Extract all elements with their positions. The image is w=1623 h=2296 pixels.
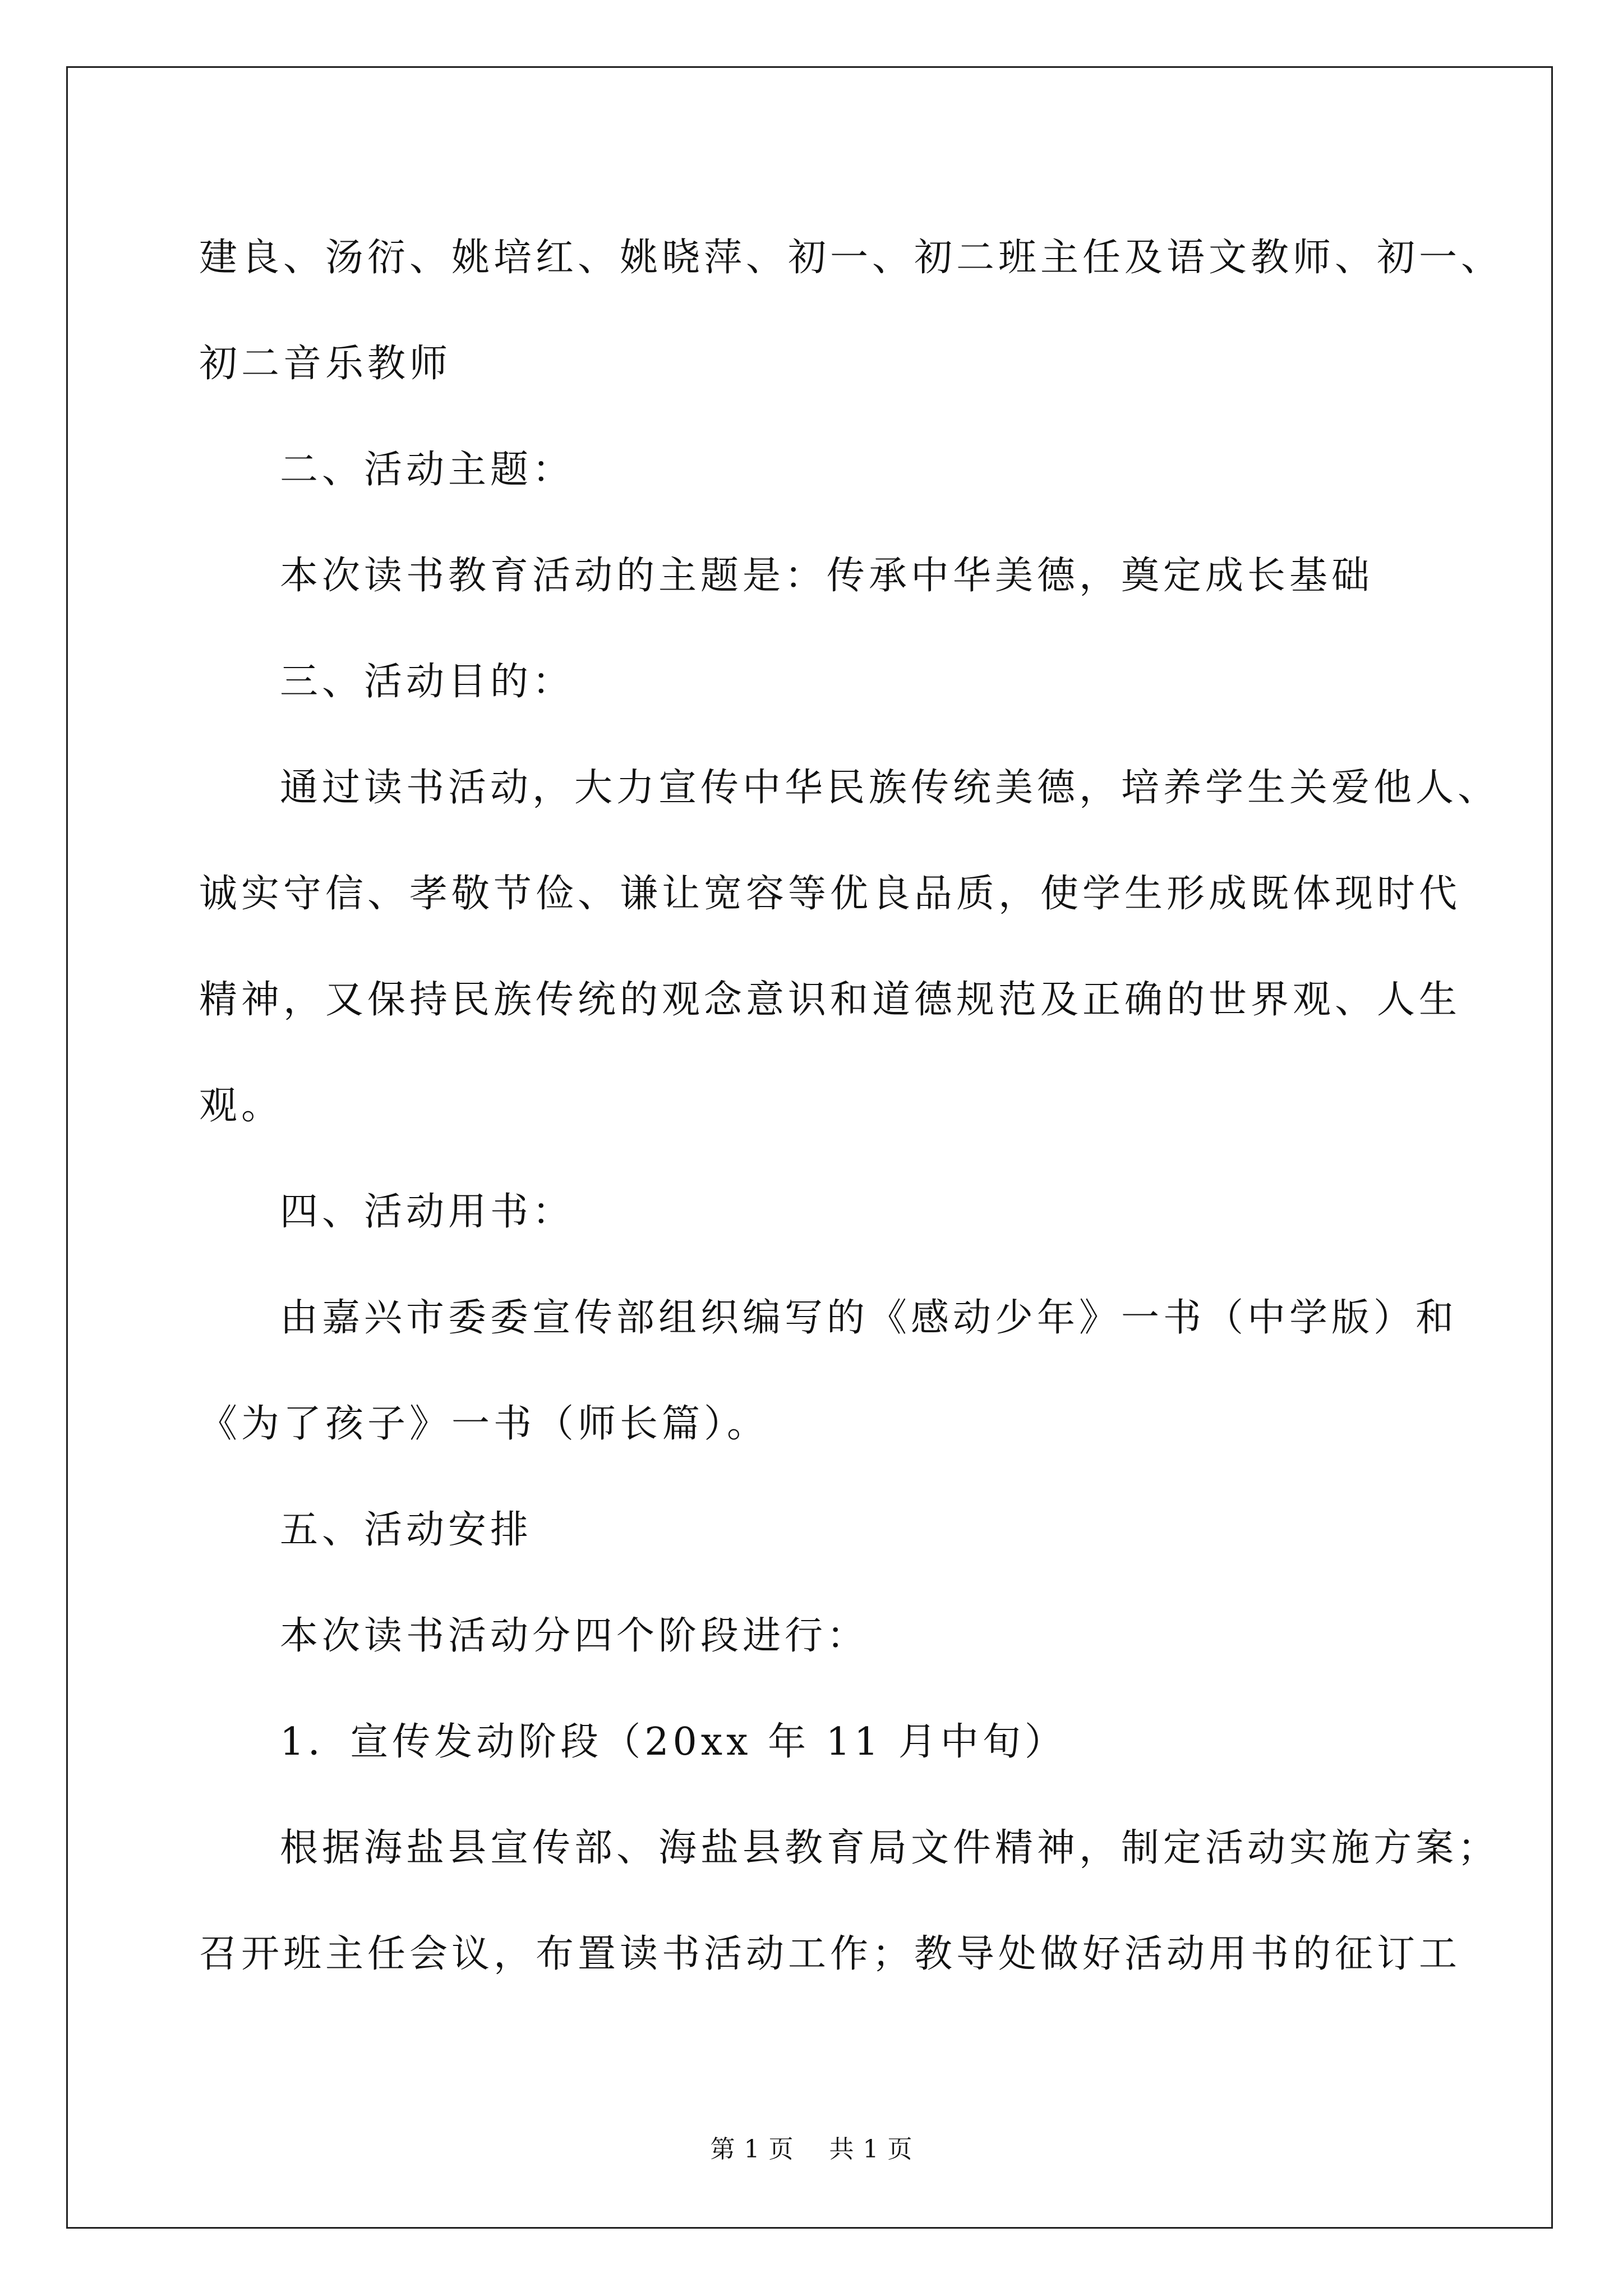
text-line: 初二音乐教师 — [199, 342, 452, 386]
text-line: 观。 — [199, 1084, 284, 1128]
section-heading: 五、活动安排 — [280, 1508, 533, 1552]
page-number: 第 1 页 — [710, 2135, 794, 2164]
text-line: 建良、汤衍、姚培红、姚晓萍、初一、初二班主任及语文教师、初一、 — [199, 236, 1504, 280]
text-line: 精神，又保持民族传统的观念意识和道德规范及正确的世界观、人生 — [199, 978, 1461, 1022]
document-body — [199, 205, 1504, 2007]
text-line: 根据海盐县宣传部、海盐县教育局文件精神，制定活动实施方案； — [280, 1826, 1500, 1870]
section-heading: 四、活动用书： — [280, 1190, 575, 1234]
text-line: 诚实守信、孝敬节俭、谦让宽容等优良品质，使学生形成既体现时代 — [199, 872, 1461, 916]
text-line: 通过读书活动，大力宣传中华民族传统美德，培养学生关爱他人、 — [280, 766, 1500, 810]
text-line: 《为了孩子》一书（师长篇）。 — [199, 1402, 769, 1446]
page-total: 共 1 页 — [829, 2135, 913, 2164]
page-footer — [0, 2129, 1623, 2165]
section-heading: 二、活动主题： — [280, 448, 575, 492]
subsection-heading: 1．宣传发动阶段（20xx 年 11 月中旬） — [280, 1720, 1067, 1764]
text-line: 本次读书活动分四个阶段进行： — [280, 1614, 869, 1658]
text-line: 召开班主任会议，布置读书活动工作；教导处做好活动用书的征订工 — [199, 1932, 1461, 1976]
section-heading: 三、活动目的： — [280, 660, 575, 704]
text-line: 由嘉兴市委委宣传部组织编写的《感动少年》一书（中学版）和 — [280, 1296, 1458, 1340]
text-line: 本次读书教育活动的主题是：传承中华美德，奠定成长基础 — [280, 554, 1374, 598]
